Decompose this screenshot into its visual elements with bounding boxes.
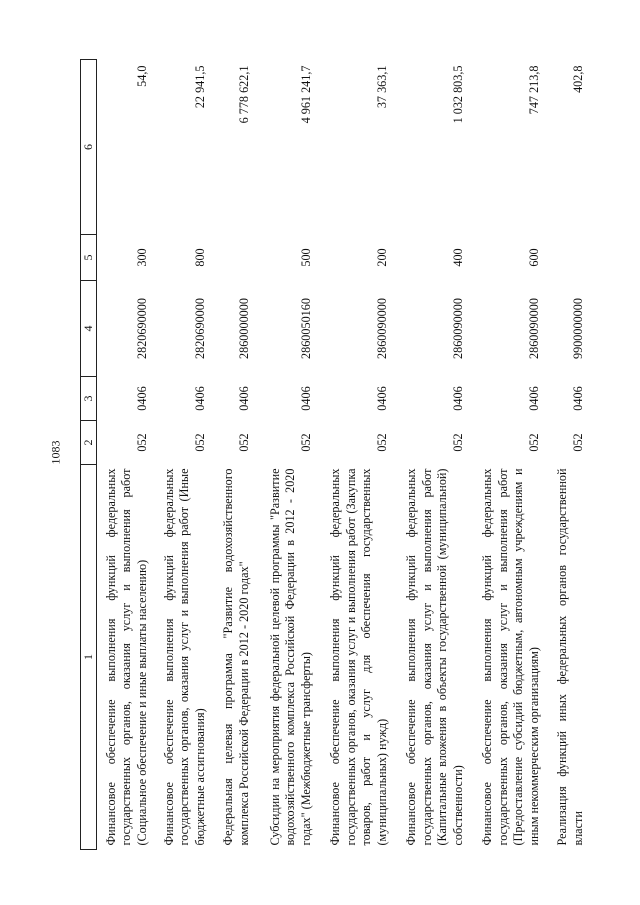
- row-section-code: 0406: [374, 386, 389, 411]
- budget-table-stage: [80, 60, 605, 850]
- row-description: Финансовое обеспечение выполнения функций федеральных государственных органов, оказания услуг и выполнения работ (Капитальные вложения в объекты государственной (муниципальной) собственности): [404, 468, 465, 846]
- row-section-code: 0406: [236, 386, 251, 411]
- row-section-code: 0406: [526, 386, 541, 411]
- row-ministry-code: 052: [374, 433, 389, 452]
- row-target-code: 2860090000: [526, 298, 541, 359]
- column-header-1: 1: [81, 465, 97, 850]
- column-header-3: 3: [81, 377, 97, 421]
- table-row: [97, 60, 155, 850]
- row-expense-type-code: 300: [134, 248, 149, 267]
- row-amount: 402,8: [570, 65, 585, 93]
- row-expense-type-code: 400: [450, 248, 465, 267]
- row-expense-type-code: 600: [526, 248, 541, 267]
- table-row: [395, 60, 471, 850]
- row-target-code: 2860090000: [374, 298, 389, 359]
- row-amount: 54,0: [134, 65, 149, 87]
- row-target-code: 2860050160: [298, 298, 313, 359]
- column-header-4: 4: [81, 281, 97, 377]
- row-section-code: 0406: [134, 386, 149, 411]
- column-header-2: 2: [81, 421, 97, 465]
- row-description: Финансовое обеспечение выполнения функций федеральных государственных органов, оказания услуг и выполнения работ (Иные бюджетные ассигнования): [161, 468, 207, 846]
- row-expense-type-code: 800: [192, 248, 207, 267]
- table-header-row: [81, 60, 97, 850]
- column-header-6: 6: [81, 60, 97, 235]
- row-description: Субсидии на мероприятия федеральной целевой программы "Развитие водохозяйственного комплекса Российской Федерации в 2012 - 2020 годах" (Межбюджетные трансферты): [267, 468, 313, 846]
- table-row: [155, 60, 213, 850]
- row-ministry-code: 052: [192, 433, 207, 452]
- row-description: Реализация функций иных федеральных органов государственной власти: [555, 468, 585, 846]
- row-amount: 37 363,1: [374, 65, 389, 109]
- row-ministry-code: 052: [236, 433, 251, 452]
- row-target-code: 2860090000: [450, 298, 465, 359]
- page-number: 1083: [48, 440, 63, 465]
- row-section-code: 0406: [298, 386, 313, 411]
- row-ministry-code: 052: [298, 433, 313, 452]
- row-description: Федеральная целевая программа "Развитие водохозяйственного комплекса Российской Федерации в 2012 - 2020 годах": [221, 468, 251, 846]
- table-row: [547, 60, 591, 850]
- row-target-code: 2860000000: [236, 298, 251, 359]
- column-header-5: 5: [81, 235, 97, 281]
- row-amount: 22 941,5: [192, 65, 207, 109]
- budget-table: [80, 59, 591, 850]
- row-ministry-code: 052: [450, 433, 465, 452]
- row-target-code: 2820690000: [134, 298, 149, 359]
- row-expense-type-code: 500: [298, 248, 313, 267]
- row-target-code: 9900000000: [570, 298, 585, 359]
- row-ministry-code: 052: [526, 433, 541, 452]
- row-amount: 4 961 241,7: [298, 65, 313, 124]
- table-row: [319, 60, 395, 850]
- row-description: Финансовое обеспечение выполнения функций федеральных государственных органов, оказания услуг и выполнения работ (Предоставление субсидий бюджетным, автономным учреждениям и иным некоммерческим организациям): [480, 468, 541, 846]
- row-ministry-code: 052: [570, 433, 585, 452]
- row-target-code: 2820690000: [192, 298, 207, 359]
- row-expense-type-code: [213, 235, 257, 281]
- row-ministry-code: 052: [134, 433, 149, 452]
- row-expense-type-code: [547, 235, 591, 281]
- row-description: Финансовое обеспечение выполнения функций федеральных государственных органов, оказания услуг и выполнения работ (Социальное обеспечение и иные выплаты населению): [103, 468, 149, 846]
- table-row: [471, 60, 547, 850]
- table-row: [213, 60, 257, 850]
- row-amount: 6 778 622,1: [236, 65, 251, 124]
- row-expense-type-code: 200: [374, 248, 389, 267]
- row-amount: 1 032 803,5: [450, 65, 465, 124]
- row-description: Финансовое обеспечение выполнения функций федеральных государственных органов, оказания услуг и выполнения работ (Закупка товаров, работ и услуг для обеспечения государственных (муниципальных) нужд): [328, 468, 389, 846]
- row-section-code: 0406: [192, 386, 207, 411]
- row-section-code: 0406: [570, 386, 585, 411]
- table-row: [257, 60, 319, 850]
- row-section-code: 0406: [450, 386, 465, 411]
- row-amount: 747 213,8: [526, 65, 541, 115]
